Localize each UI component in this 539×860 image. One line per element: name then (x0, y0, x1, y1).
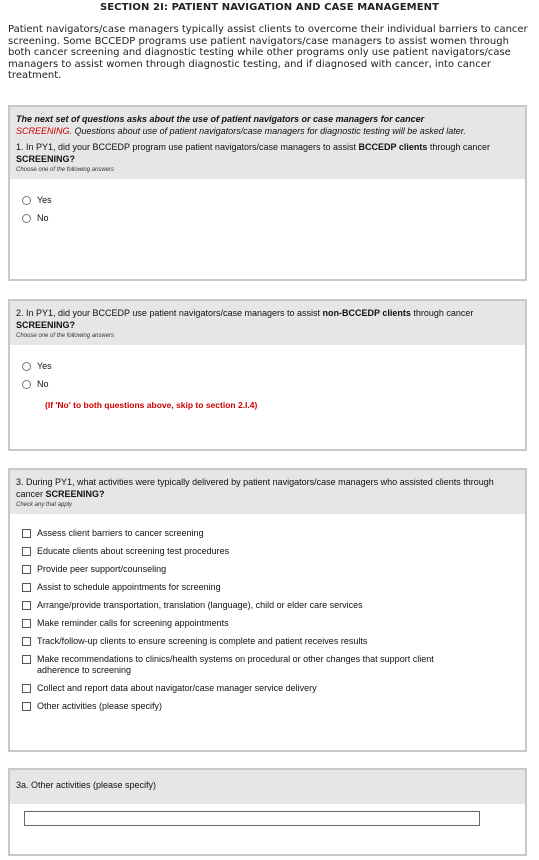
radio-button[interactable] (22, 380, 31, 389)
checkbox[interactable] (22, 684, 31, 693)
q3-text-part1: 3. During PY1, what activities were typically delivered by patient navigators/case managers who assisted clients through cancer (16, 477, 494, 499)
question-2-hint: Choose one of the following answers (16, 333, 115, 339)
intro-text: Patient navigators/case managers typically assist clients to overcome their individual barriers to cancer screening. Some BCCEDP programs use patient navigators/case managers to assist women through both cancer screening and diagnostic testing while other programs only use patient navigators/case managers to assist women through diagnostic testing, and if diagnosed with cancer, into cancer treatment. (8, 24, 528, 81)
q2-option-no[interactable] (22, 375, 525, 393)
checkbox[interactable] (22, 601, 31, 610)
q3-option-9[interactable] (22, 683, 525, 694)
q1-text-bold2: SCREENING? (16, 154, 76, 164)
q1-option-yes[interactable] (22, 191, 525, 209)
checkbox[interactable] (22, 565, 31, 574)
note-part2: Questions about use of patient navigators/case managers for diagnostic testing will be asked later. (74, 126, 466, 136)
checkbox[interactable] (22, 655, 31, 664)
question-2-box (8, 299, 527, 451)
q3-option-2[interactable] (22, 546, 525, 557)
option-label: Assist to schedule appointments for screening (37, 582, 221, 592)
q2-text-part1: 2. In PY1, did your BCCEDP use patient navigators/case managers to assist (16, 308, 320, 318)
question-1-hint: Choose one of the following answers (16, 167, 115, 173)
question-3-text (16, 476, 519, 500)
checkbox[interactable] (22, 547, 31, 556)
section-title: SECTION 2I: PATIENT NAVIGATION AND CASE MANAGEMENT (99, 2, 440, 13)
option-label: Make reminder calls for screening appointments (37, 618, 229, 628)
option-label: Yes (37, 361, 52, 371)
checkbox[interactable] (22, 619, 31, 628)
q1-option-no[interactable] (22, 209, 525, 227)
option-label: Assess client barriers to cancer screening (37, 528, 204, 538)
option-label: No (37, 379, 49, 389)
question-2-header (10, 301, 525, 345)
radio-button[interactable] (22, 214, 31, 223)
option-label: Arrange/provide transportation, translation (language), child or elder care services (37, 600, 363, 610)
q2-text-bold1: non-BCCEDP clients (322, 308, 411, 318)
q3-option-6[interactable] (22, 618, 525, 629)
question-3-hint: Check any that apply (16, 502, 73, 508)
q1-text-part1: 1. In PY1, did your BCCEDP program use patient navigators/case managers to assist (16, 142, 357, 152)
q3-option-5[interactable] (22, 600, 525, 611)
radio-button[interactable] (22, 362, 31, 371)
question-3-options (10, 514, 525, 712)
q3-option-3[interactable] (22, 564, 525, 575)
question-3-header (10, 470, 525, 514)
q3-option-10[interactable] (22, 701, 525, 712)
checkbox[interactable] (22, 637, 31, 646)
question-1-box (8, 105, 527, 281)
q3-option-8[interactable] (22, 654, 462, 676)
q3-text-bold: SCREENING? (45, 489, 105, 499)
q2-text-bold2: SCREENING? (16, 320, 76, 330)
checkbox[interactable] (22, 583, 31, 592)
q2-text-part2: through cancer (413, 308, 474, 318)
checkbox[interactable] (22, 702, 31, 711)
option-label: Other activities (please specify) (37, 701, 163, 711)
question-3a-box (8, 768, 527, 856)
question-2-text (16, 307, 519, 331)
question-3a-header (10, 770, 525, 804)
question-2-options (10, 345, 525, 410)
option-label: Make recommendations to clinics/health systems on procedural or other changes that support client adherence to screening (37, 654, 434, 675)
question-3-box (8, 468, 527, 752)
question-1-text (16, 141, 519, 165)
note-part1: The next set of questions asks about the use of patient navigators or case managers for cancer (16, 114, 425, 124)
radio-button[interactable] (22, 196, 31, 205)
option-label: Provide peer support/counseling (37, 564, 167, 574)
skip-instruction: (If 'No' to both questions above, skip to section 2.I.4) (45, 400, 258, 410)
q1-text-bold1: BCCEDP clients (358, 142, 428, 152)
option-label: Yes (37, 195, 52, 205)
option-label: Educate clients about screening test procedures (37, 546, 230, 556)
question-3a-label: 3a. Other activities (please specify) (16, 780, 157, 790)
screening-note (16, 113, 519, 137)
q2-option-yes[interactable] (22, 357, 525, 375)
option-label: Collect and report data about navigator/case manager service delivery (37, 683, 317, 693)
option-label: Track/follow-up clients to ensure screening is complete and patient receives results (37, 636, 368, 646)
q3-option-7[interactable] (22, 636, 525, 647)
q3-option-1[interactable] (22, 528, 525, 539)
question-1-header (10, 107, 525, 179)
q1-text-part2: through cancer (429, 142, 490, 152)
note-red: SCREENING. (16, 126, 73, 136)
option-label: No (37, 213, 49, 223)
q3-option-4[interactable] (22, 582, 525, 593)
other-activities-input[interactable] (24, 811, 480, 826)
checkbox[interactable] (22, 529, 31, 538)
question-1-options (10, 179, 525, 227)
